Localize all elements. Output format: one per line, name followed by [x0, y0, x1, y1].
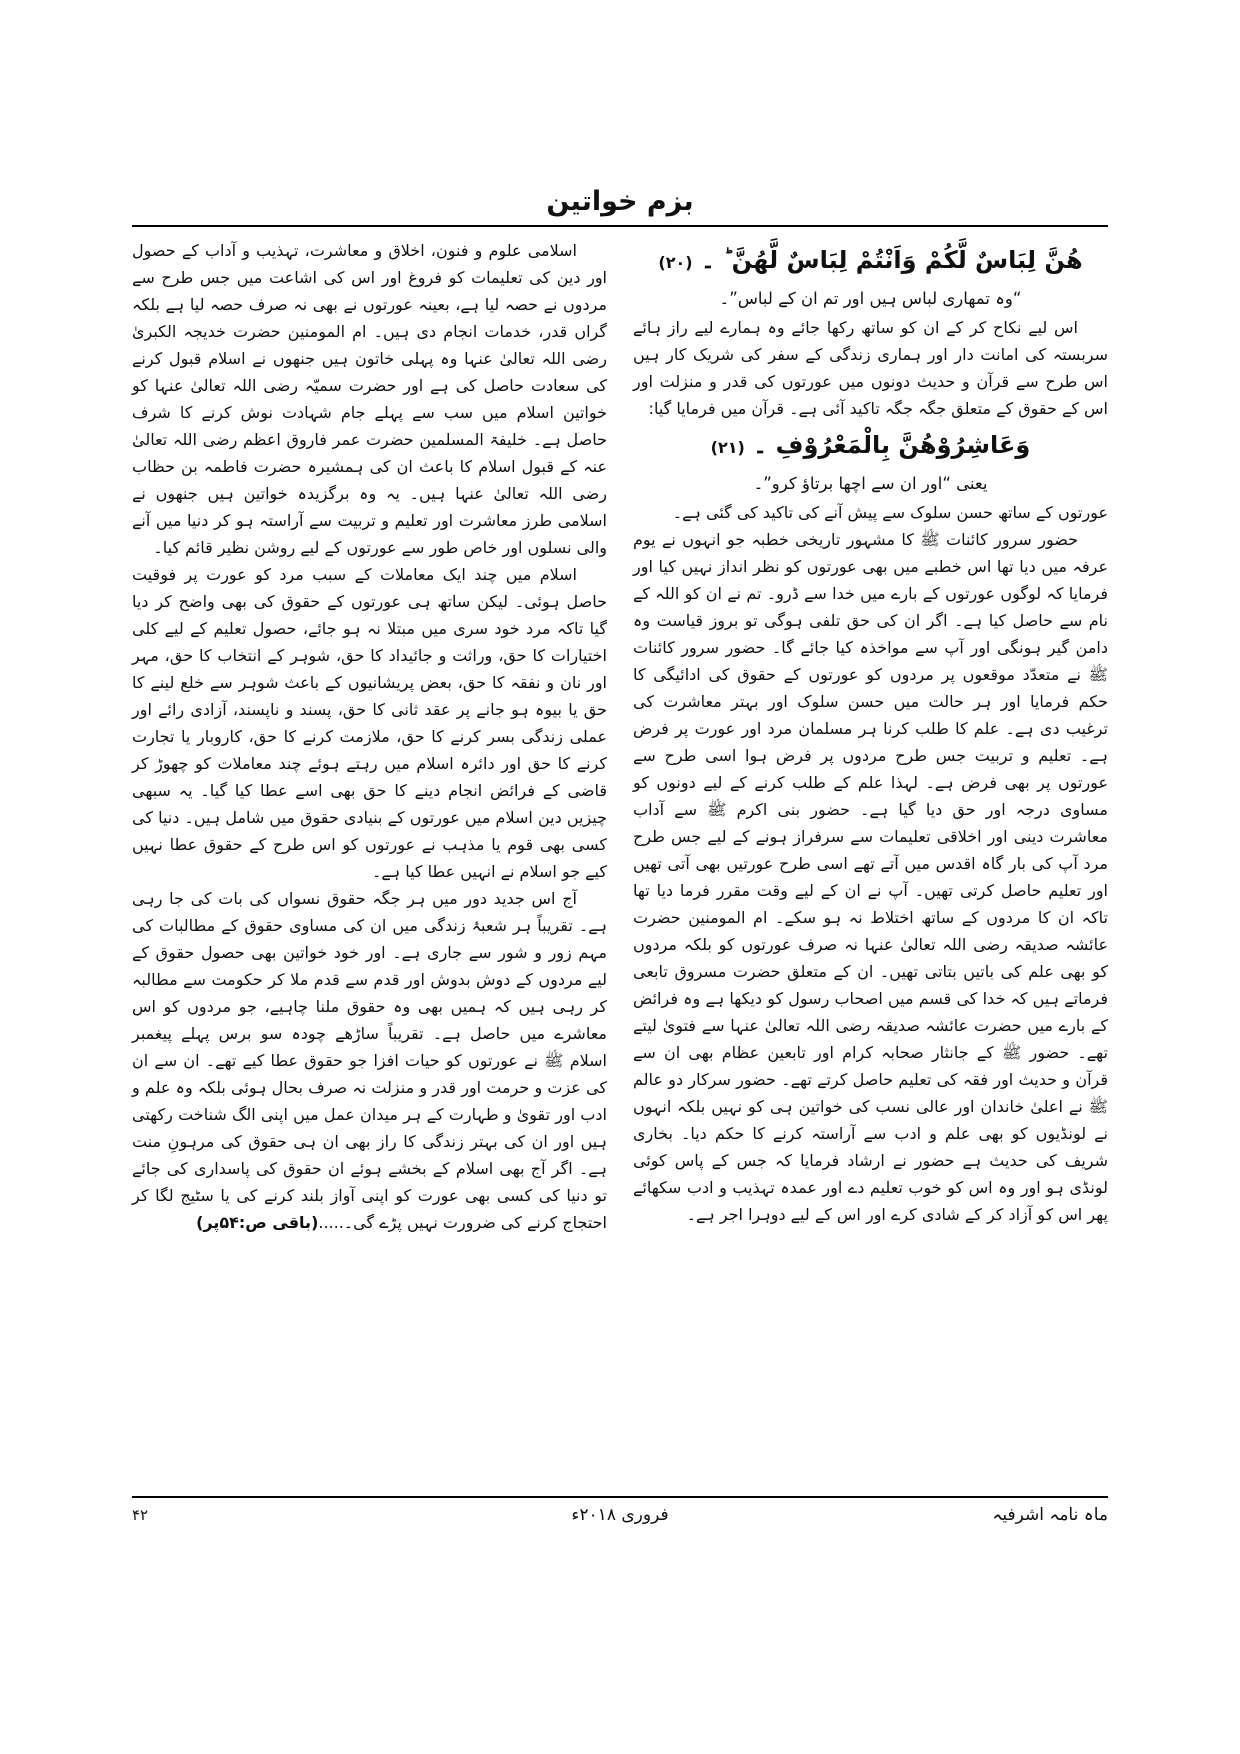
column-left — [132, 237, 607, 1236]
verse-number: (۲۱) — [710, 438, 745, 457]
section-header — [132, 186, 1108, 217]
paragraph: اس لیے نکاح کر کے ان کو ساتھ رکھا جائے وہ ہمارے لیے راز ہائے سربستہ کی امانت دار اور ہماری زندگی کے سفر کی شریک کار ہیں اس طرح سے قرآن و حدیث دونوں میں عورتوں کی قدر و منزلت اور اس کے حقوق کے متعلق جگہ جگہ تاکید آئی ہے۔ قرآن میں فرمایا گیا: — [633, 318, 1108, 418]
page-title: بزم خواتین — [546, 186, 694, 217]
page-footer — [132, 1496, 1108, 1525]
paragraph: حضور سرور کائنات ﷺ کا مشہور تاریخی خطبہ جو انہوں نے یوم عرفہ میں دیا تھا اس خطبے میں بھی عورتوں کو نظر انداز نہیں کیا اور فرمایا کہ لوگوں عورتوں کے بارے میں خدا سے ڈرو۔ تم نے ان کو اللہ کے نام سے حاصل کیا ہے۔ اگر ان کی حق تلفی ہوگی تو بروز قیاست وہ دامن گیر ہونگی اور آپ سے مواخذہ کیا جائے گا۔ حضور سرور کائنات ﷺ نے متعدّد موقعوں پر مردوں کو عورتوں کے حقوق کی ادائیگی کا حکم فرمایا اور ہر حالت میں حسن سلوک اور بہتر معاشرت کی ترغیب دی ہے۔ علم کا طلب کرنا ہر مسلمان مرد اور عورت پر فرض ہے۔ تعلیم و تربیت جس طرح مردوں پر فرض ہوا اسی طرح سے عورتوں پر بھی فرض ہے۔ لہذا علم کے طلب کرنے کے لیے دونوں کو مساوی درجہ اور حق دیا گیا ہے۔ حضور بنی اکرم ﷺ سے آداب معاشرت دینی اور اخلاقی تعلیمات سے سرفراز ہونے کے لیے جس طرح مرد آپ کی بار گاہ اقدس میں آتے تھے اسی طرح عورتیں بھی آتی تھیں اور تعلیم حاصل کرتی تھیں۔ آپ نے ان کے لیے وقت مقرر فرما دیا تھا تاکہ ان کا مردوں کے ساتھ اختلاط نہ ہو سکے۔ ام المومنین حضرت عائشہ صدیقہ رضی اللہ تعالیٰ عنہا نہ صرف عورتوں کو بلکہ مردوں کو بھی علم کی باتیں بتاتی تھیں۔ ان کے متعلق حضرت مسروق تابعی فرماتے ہیں کہ خدا کی قسم میں اصحاب رسول کو دیکھا ہے وہ فرائض کے بارے میں حضرت عائشہ صدیقہ رضی اللہ تعالیٰ عنہا سے فتویٰ لیتے تھے۔ حضور ﷺ کے جانثار صحابہ کرام اور تابعین عظام بھی ان سے قرآن و حدیث اور فقہ کی تعلیم حاصل کرتے تھے۔ حضور سرکار دو عالم ﷺ نے اعلیٰ خاندان اور عالی نسب کی خواتین ہی کو نہیں بلکہ انہوں نے لونڈیوں کو بھی علم و ادب سے آراستہ کرنے کا حکم دیا۔ بخاری شریف کی حدیث ہے حضور نے ارشاد فرمایا کہ جس کے پاس کوئی لونڈی ہو اور وہ اس کو خوب تعلیم دے اور عمدہ تہذیب و ادب سکھائے پھر اس کو آزاد کر کے شادی کرے اور اس کے لیے دوہرا اجر ہے۔ — [633, 530, 1109, 1224]
paragraph: اسلامی علوم و فنون، اخلاق و معاشرت، تہذیب و آداب کے حصول اور دین کی تعلیمات کو فروغ اور اس کی اشاعت میں جس طرح سے مردوں نے حصہ لیا ہے، بعینہ عورتوں نے بھی نہ صرف حصہ لیا ہے بلکہ گراں قدر، خدمات انجام دی ہیں۔ ام المومنین حضرت خدیجہ الکبریٰ رضی اللہ تعالیٰ عنہا وہ پہلی خاتون ہیں جنھوں نے اسلام قبول کرنے کی سعادت حاصل کی ہے اور حضرت سمیّہ رضی اللہ تعالیٰ عنہا کو خواتین اسلام میں سب سے پہلے جام شہادت نوش کرنے کا شرف حاصل ہے۔ خلیفۃ المسلمین حضرت عمر فاروق اعظم رضی اللہ تعالیٰ عنہ کے قبول اسلام کا باعث ان کی ہمشیرہ حضرت فاطمہ بن حظاب رضی اللہ تعالیٰ عنہا ہیں۔ یہ وہ برگزیدہ خواتین ہیں جنھوں نے اسلامی طرز معاشرت اور تعلیم و تربیت سے آراستہ ہو کر دنیا میں آنے والی نسلوں اور خاص طور سے عورتوں کے لیے روشن نظیر قائم کیا۔ — [132, 241, 607, 557]
verse-21-translation: یعنی “اور ان سے اچھا برتاؤ کرو”۔ — [753, 474, 988, 493]
continuation-note: (باقی ص:۵۴پر) — [196, 1213, 319, 1232]
issue-date: فروری ۲۰۱۸ء — [571, 1505, 669, 1525]
verse-text: وَعَاشِرُوْهُنَّ بِالْمَعْرُوْفِ ۔ — [753, 431, 1031, 459]
article-body — [132, 237, 1108, 1236]
page-number: ۴۲ — [132, 1506, 149, 1524]
paragraph — [132, 885, 607, 1236]
footer-divider — [132, 1496, 1108, 1498]
header-divider — [132, 225, 1108, 227]
verse-text: هُنَّ لِبَاسٌ لَّكُمْ وَاَنْتُمْ لِبَاسٌ لَّهُنَّ ؕ ۔ — [700, 246, 1083, 274]
quran-verse-20 — [633, 239, 1108, 281]
paragraph: عورتوں کے ساتھ حسن سلوک سے پیش آنے کی تاکید کی گئی ہے۔ — [672, 503, 1108, 522]
verse-20-translation: “وہ تمھاری لباس ہیں اور تم ان کے لباس”۔ — [719, 289, 1022, 308]
footer-row — [132, 1504, 1108, 1525]
column-right — [633, 237, 1108, 1228]
journal-name: ماہ نامہ اشرفیہ — [992, 1505, 1108, 1525]
verse-number: (۲۰) — [658, 253, 693, 272]
paragraph: اسلام میں چند ایک معاملات کے سبب مرد کو عورت پر فوقیت حاصل ہوئی۔ لیکن ساتھ ہی عورتوں کے حقوق کی بھی واضح کر دیا گیا تاکہ مرد خود سری میں مبتلا نہ ہو جائے، حصول تعلیم کے لیے کلی اختیارات کا حق، وراثت و جائیداد کا حق، شوہر کے انتخاب کا حق، مہر اور نان و نفقہ کا حق، بعض پریشانیوں کے باعث شوہر سے خلع لینے کا حق یا بیوہ ہو جانے پر عقد ثانی کا حق، پسند و ناپسند، آزادی رائے اور عملی زندگی بسر کرنے کا حق، ملازمت کرنے کا حق، کاروبار یا تجارت کرنے کا حق اور دائرہ اسلام میں رہتے ہوئے چند معاملات کو چھوڑ کر قاضی کے فرائض انجام دینے کا حق بھی اسے عطا کیا گیا۔ یہ سبھی چیزیں دین اسلام میں عورتوں کے بنیادی حقوق میں شامل ہیں۔ دنیا کی کسی بھی قوم یا مذہب نے عورتوں کو اس طرح کے حقوق عطا نہیں کیے جو اسلام نے انہیں عطا کیا ہے۔ — [132, 565, 607, 881]
paragraph-text: آج اس جدید دور میں ہر جگہ حقوق نسواں کی بات کی جا رہی ہے۔ تقریباً ہر شعبۂ زندگی میں ان کی مساوی حقوق کے مطالبات کی مہم زور و شور سے جاری ہے۔ اور خود خواتین بھی حصول حقوق کے لیے مردوں کے دوش بدوش اور قدم سے قدم ملا کر حکومت سے مطالبہ کر رہی ہیں کہ ہمیں بھی وہ حقوق ملنا چاہیے، جو مردوں کو اس معاشرے میں حاصل ہے۔ تقریباً ساڑھے چودہ سو برس پہلے پیغمبر اسلام ﷺ نے عورتوں کو حیات افزا جو حقوق عطا کیے تھے۔ ان سے ان کی عزت و حرمت اور قدر و منزلت نہ صرف بحال ہوئی بلکہ وہ علم و ادب اور تقویٰ و طہارت کے ہر میدان عمل میں اپنی الگ شناخت رکھتی ہیں اور ان کی بہتر زندگی کا راز بھی ان ہی حقوق کی مرہونِ منت ہے۔ اگر آج بھی اسلام کے بخشے ہوئے ان حقوق کی پاسداری کی جائے تو دنیا کی کسی بھی عورت کو اپنی آواز بلند کرنے کی یا سٹیج لگا کر احتجاج کرنے کی ضرورت نہیں پڑے گی۔..... — [132, 889, 607, 1232]
quran-verse-21 — [633, 424, 1108, 466]
